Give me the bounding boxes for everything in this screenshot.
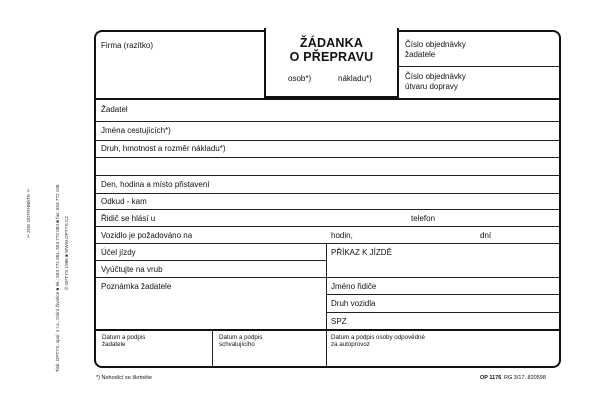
prikaz-k-jizde-label: PŘÍKAZ K JÍZDĚ — [331, 248, 392, 257]
jmena-cestujicich-label: Jména cestujících*) — [101, 126, 171, 135]
den-hodina-misto-label: Den, hodina a místo přistavení — [101, 180, 210, 189]
nakladu-option[interactable]: nákladu*) — [338, 74, 372, 83]
row-line — [95, 157, 560, 158]
form-title-line2: O PŘEPRAVU — [289, 50, 374, 64]
signature-top-line — [95, 329, 560, 331]
form-title-line1: ŽÁDANKA — [299, 36, 364, 50]
row-line — [95, 175, 560, 176]
row-line — [95, 209, 560, 210]
row-line — [326, 277, 560, 278]
row-line — [95, 226, 560, 227]
signature-divider — [212, 329, 213, 367]
dni-label: dní — [480, 231, 492, 240]
row-line — [95, 277, 326, 278]
order-number-requester-label-1: Číslo objednávky — [405, 40, 466, 49]
vozidlo-pozadovano-label: Vozidlo je požadováno na — [101, 231, 193, 240]
odkud-kam-label: Odkud - kam — [101, 197, 147, 206]
side-copyright-text: © OPTYS 1996 ■ WWW.OPTYS.CZ — [64, 215, 69, 290]
zadatel-label: Žadatel — [101, 105, 128, 114]
druh-vozidla-label: Druh vozidla — [331, 299, 376, 308]
druh-nakladu-label: Druh, hmotnost a rozměr nákladu*) — [101, 144, 226, 153]
firma-label: Firma (razítko) — [101, 41, 153, 50]
sig-odpovedne-2: za autoprovoz — [331, 341, 370, 348]
side-printer-text: Tisk: OPTYS, spol. s r.o., Dolní Životice ■ tel.: 553 772 081, 553 772 083 ■ fax: 553 772 108 — [55, 184, 60, 372]
side-cut-mark: ✂ ZDE ODTRHNĚTE ✂ — [26, 188, 31, 238]
footer-note: *) Nehodící se škrtněte — [96, 375, 152, 381]
row-line — [326, 294, 560, 295]
sig-odpovedne-1: Datum a podpis osoby odpovědné — [331, 334, 425, 341]
header-divider — [399, 66, 560, 67]
ucel-jizdy-label: Účel jízdy — [101, 248, 136, 257]
sig-zadatele-1: Datum a podpis — [102, 334, 146, 341]
spz-label: SPZ — [331, 317, 347, 326]
order-number-requester-label-2: žadatele — [405, 50, 436, 59]
footer-code-extra: RG 3/17. 820598 — [504, 375, 546, 381]
row-line — [95, 243, 560, 244]
vyuctujte-label: Vyúčtujte na vrub — [101, 265, 163, 274]
right-section-divider — [326, 243, 327, 367]
telefon-label: telefon — [411, 214, 436, 223]
order-number-transport-label-2: útvaru dopravy — [405, 82, 458, 91]
sig-zadatele-2: žadatele — [102, 341, 126, 348]
sig-schvalujiciho-1: Datum a podpis — [219, 334, 263, 341]
row-line — [95, 140, 560, 141]
row-line — [326, 312, 560, 313]
row-line — [95, 121, 560, 122]
hodin-label: hodin, — [331, 231, 353, 240]
ridic-hlasi-label: Řidič se hlásí u — [101, 214, 156, 223]
poznamka-label: Poznámka žadatele — [101, 282, 172, 291]
row-line — [95, 260, 326, 261]
footer-code: OP 1176 — [480, 375, 502, 381]
title-box — [264, 28, 399, 98]
row-line — [95, 193, 560, 194]
order-number-transport-label-1: Číslo objednávky — [405, 72, 466, 81]
sig-schvalujiciho-2: schvalujícího — [219, 341, 255, 348]
osob-option[interactable]: osob*) — [288, 74, 312, 83]
header-bottom-line — [95, 98, 560, 100]
jmeno-ridice-label: Jméno řidiče — [331, 282, 377, 291]
